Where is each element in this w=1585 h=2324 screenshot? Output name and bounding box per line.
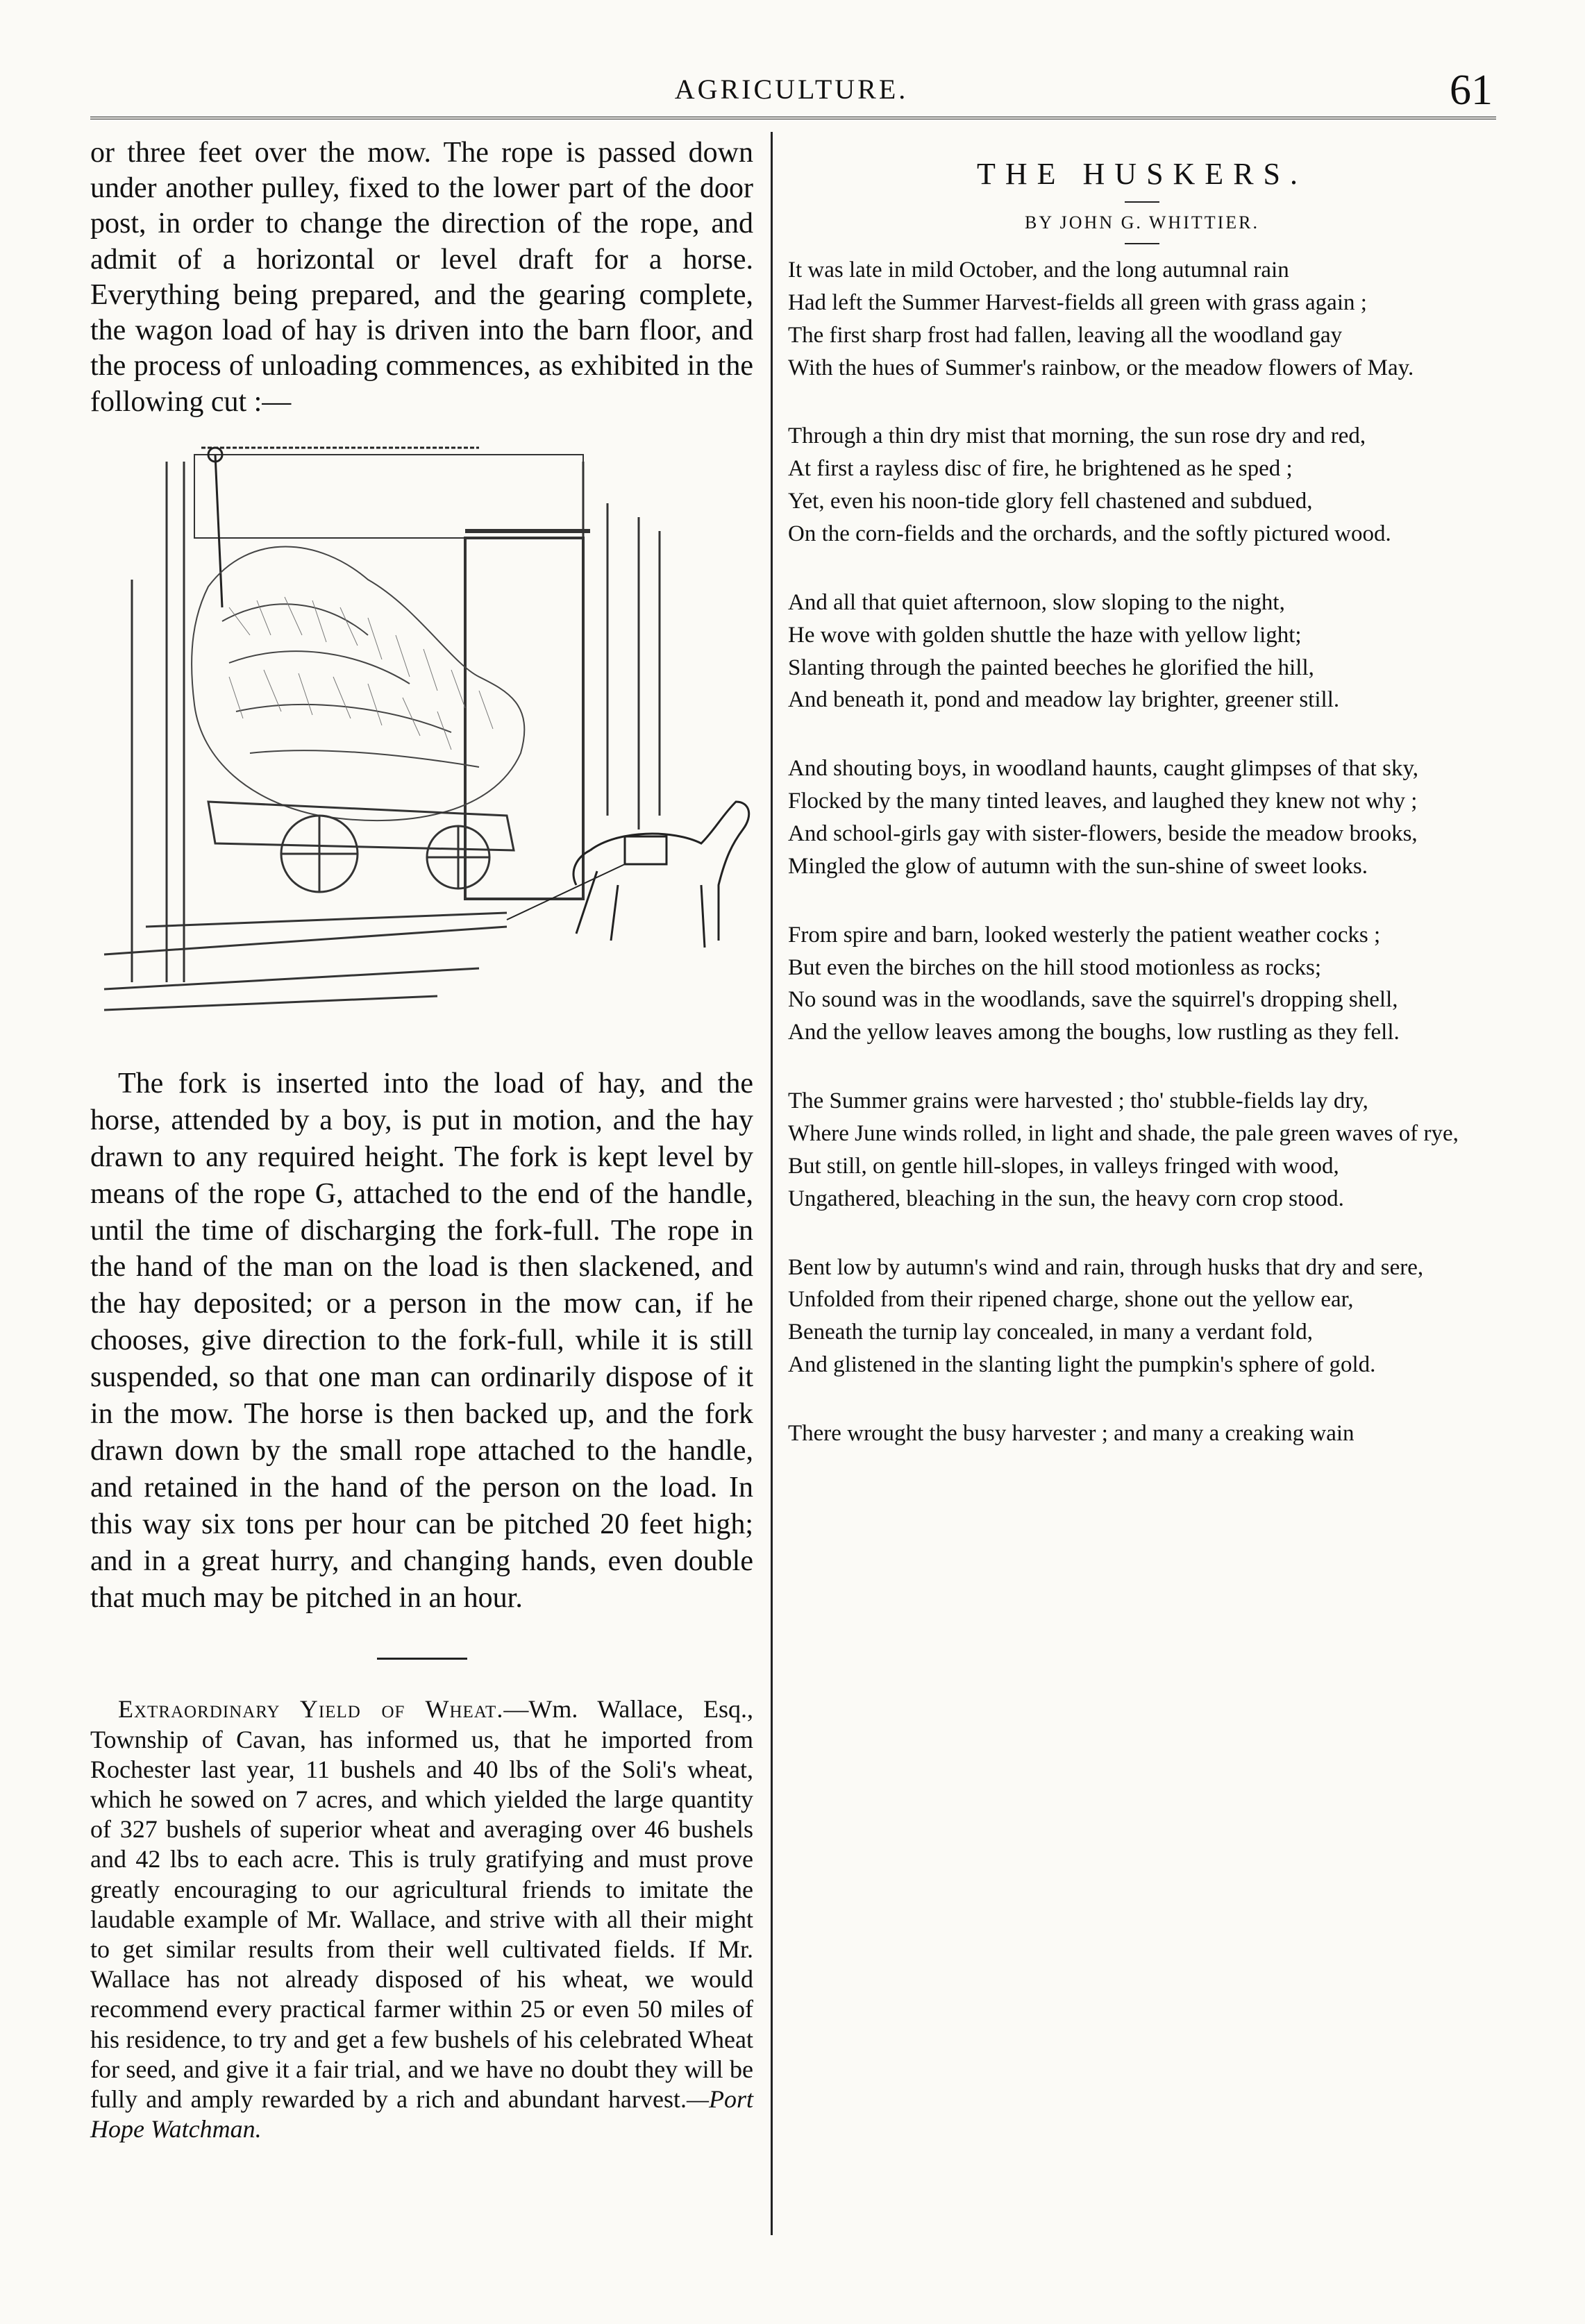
poem-line: Ungathered, bleaching in the sun, the heavy corn crop stood. [788, 1186, 1344, 1211]
page-header [90, 67, 1493, 121]
poem-line: No sound was in the woodlands, save the squirrel's dropping shell, [788, 987, 1398, 1013]
stanza [788, 1252, 1496, 1381]
poem-line: And shouting boys, in woodland haunts, caught glimpses of that sky, [788, 756, 1419, 782]
stanza [788, 420, 1496, 550]
wheat-heading: Extraordinary Yield of Wheat. [118, 1695, 504, 1724]
poem-line: It was late in mild October, and the long autumnal rain [788, 258, 1289, 283]
stanza [788, 1085, 1496, 1215]
poem-line: Slanting through the painted beeches he glorified the hill, [788, 655, 1314, 680]
poem-line: Beneath the turnip lay concealed, in many a verdant fold, [788, 1320, 1313, 1345]
stanza [788, 587, 1496, 716]
poem-line: Where June winds rolled, in light and shade, the pale green waves of rye, [788, 1121, 1459, 1147]
wheat-paragraph [90, 1694, 753, 2144]
page-number: 61 [1450, 67, 1493, 114]
running-title: AGRICULTURE. [674, 74, 909, 105]
poem-byline: BY JOHN G. WHITTIER. [1024, 212, 1260, 233]
poem-line: Flocked by the many tinted leaves, and laughed they knew not why ; [788, 789, 1418, 814]
poem-line: The first sharp frost had fallen, leaving all the woodland gay [788, 322, 1343, 348]
poem-line: Had left the Summer Harvest-fields all green with grass again ; [788, 289, 1367, 315]
header-rule [90, 117, 1496, 119]
wheat-body: —Wm. Wallace, Esq., Township of Cavan, has informed us, that he imported from Rochester last year, 11 bushels and 40 lbs of the Soli's wheat, which he sowed on 7 acres, and which yielded the large quantity of 327 bushels of superior wheat and averaging over 46 bushels and 42 lbs to each acre. This is truly gratifying and must prove greatly encouraging to our agricultural friends to imitate the laudable example of Mr. Wallace, and strive with all their might to get similar results from their well cultivated fields. If Mr. Wallace has not already disposed of his wheat, we would recommend every practical farmer within 25 or even 50 miles of his residence, to try and get a few bushels of his celebrated Wheat for seed, and give it a fair trial, and we have no doubt they will be fully and amply rewarded by a rich and abundant harvest. [90, 1695, 753, 2113]
byline-rule [1125, 243, 1159, 244]
stanza [788, 1417, 1496, 1450]
poem-line: With the hues of Summer's rainbow, or the meadow flowers of May. [788, 355, 1414, 380]
right-column [788, 142, 1496, 1486]
poem-line: On the corn-fields and the orchards, and the softly pictured wood. [788, 521, 1391, 547]
section-rule [377, 1658, 467, 1660]
poem-title: THE HUSKERS. [976, 157, 1308, 191]
poem-line: Bent low by autumn's wind and rain, through husks that dry and sere, [788, 1254, 1424, 1280]
poem-line: Mingled the glow of autumn with the sun-shine of sweet looks. [788, 853, 1368, 879]
wheat-source: —Port Hope Watchman. [90, 2085, 753, 2144]
poem-line: He wove with golden shuttle the haze with yellow light; [788, 622, 1302, 648]
poem-line: There wrought the busy harvester ; and many a creaking wain [788, 1421, 1355, 1447]
poem-line: But still, on gentle hill-slopes, in valleys fringed with wood, [788, 1153, 1339, 1179]
poem-line: Yet, even his noon-tide glory fell chastened and subdued, [788, 489, 1313, 514]
poem-line: Through a thin dry mist that morning, the sun rose dry and red, [788, 423, 1366, 449]
poem-line: And school-girls gay with sister-flowers, beside the meadow brooks, [788, 821, 1418, 847]
poem-line: And beneath it, pond and meadow lay brighter, greener still. [788, 687, 1340, 713]
column-divider [771, 132, 773, 2235]
intro-paragraph: or three feet over the mow. The rope is passed down under another pulley, fixed to the lower part of the door post, in order to change the direction of the rope, and admit of a horizontal or level draft for a horse. Everything being prepared, and the gearing complete, the wagon load of hay is driven into the barn floor, and the process of unloading commences, as exhibited in the following cut :— [90, 137, 753, 418]
poem-line: But even the birches on the hill stood motionless as rocks; [788, 954, 1322, 980]
poem-line: At first a rayless disc of fire, he brightened as he sped ; [788, 456, 1293, 482]
poem-line: And glistened in the slanting light the pumpkin's sphere of gold. [788, 1352, 1376, 1378]
poem-line: And all that quiet afternoon, slow sloping to the night, [788, 589, 1285, 615]
left-column [90, 135, 753, 2144]
stanza [788, 919, 1496, 1049]
poem-line: And the yellow leaves among the boughs, low rustling as they fell. [788, 1020, 1400, 1045]
poem-line: From spire and barn, looked westerly the patient weather cocks ; [788, 922, 1381, 948]
stanza [788, 752, 1496, 882]
poem-line: Unfolded from their ripened charge, shone out the yellow ear, [788, 1287, 1354, 1313]
poem-line: The Summer grains were harvested ; tho' stubble-fields lay dry, [788, 1088, 1368, 1114]
fork-paragraph: The fork is inserted into the load of hay, and the horse, attended by a boy, is put in motion, and the hay drawn to any required height. The fork is kept level by means of the rope G, attached to the end of the handle, until the time of discharging the fork-full. The rope in the hand of the man on the load is then slackened, and the hay deposited; or a person in the mow can, if he chooses, give direction to the fork-full, while it is still suspended, so that one man can ordinarily dispose of it in the mow. The horse is then backed up, and the fork drawn down by the small rope attached to the handle, and retained in the hand of the person on the load. In this way six tons per hour can be pitched 20 feet high; and in a great hurry, and changing hands, even double that much may be pitched in an hour. [90, 1067, 753, 1614]
stanza [788, 254, 1496, 384]
hay-fork-illustration [90, 441, 753, 1038]
title-rule [1125, 201, 1159, 203]
